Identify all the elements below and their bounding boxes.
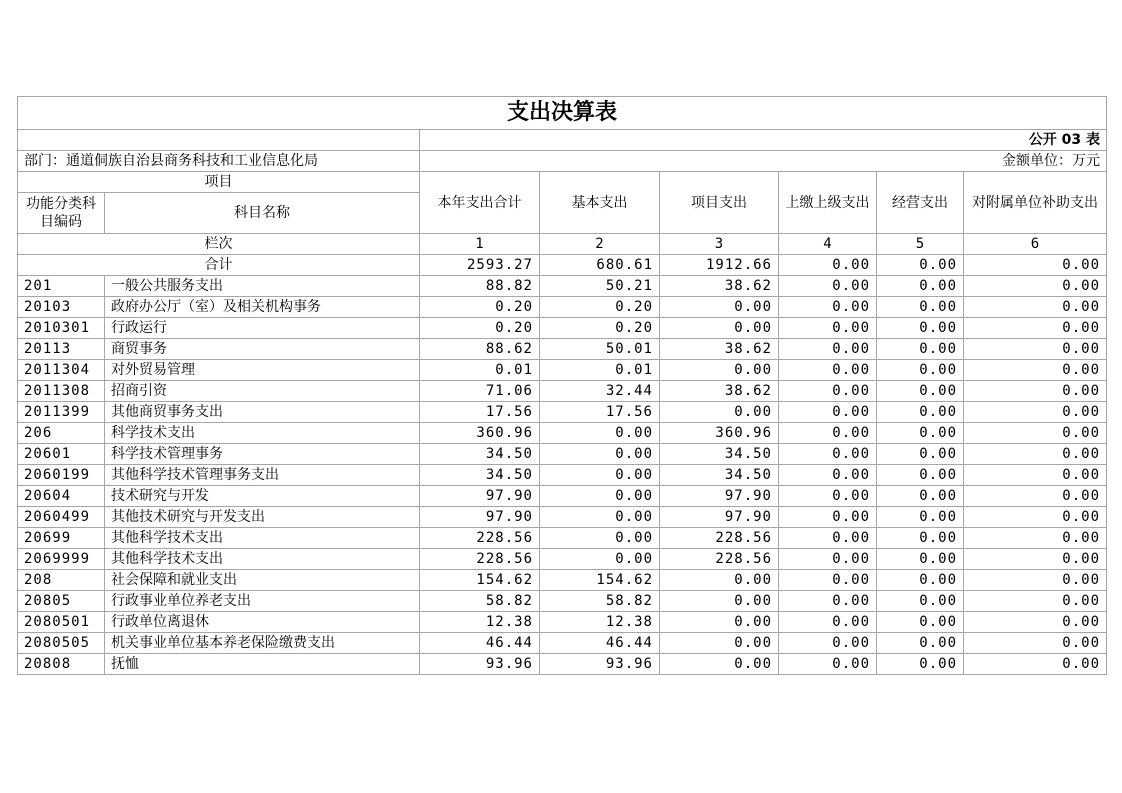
amount-cell: 0.00	[779, 570, 877, 591]
total-value: 0.00	[779, 255, 877, 276]
amount-cell: 228.56	[420, 549, 540, 570]
amount-cell: 0.01	[420, 360, 540, 381]
amount-cell: 32.44	[540, 381, 660, 402]
subject-name: 其他商贸事务支出	[105, 402, 420, 423]
amount-cell: 360.96	[420, 423, 540, 444]
amount-cell: 50.01	[540, 339, 660, 360]
subject-code: 20601	[18, 444, 105, 465]
subject-name: 政府办公厅（室）及相关机构事务	[105, 297, 420, 318]
table-row	[18, 654, 1107, 675]
subject-name: 行政单位离退休	[105, 612, 420, 633]
amount-cell: 93.96	[420, 654, 540, 675]
table-row	[18, 507, 1107, 528]
amount-cell: 0.00	[540, 507, 660, 528]
amount-cell: 0.00	[964, 570, 1107, 591]
amount-cell: 34.50	[420, 444, 540, 465]
amount-cell: 0.00	[964, 318, 1107, 339]
subject-code: 2060499	[18, 507, 105, 528]
subject-name: 行政运行	[105, 318, 420, 339]
amount-cell: 0.00	[964, 591, 1107, 612]
subject-code: 20113	[18, 339, 105, 360]
total-row	[18, 255, 1107, 276]
subject-code: 2011308	[18, 381, 105, 402]
table-row	[18, 549, 1107, 570]
amount-cell: 0.00	[877, 297, 964, 318]
amount-cell: 0.00	[964, 360, 1107, 381]
amount-cell: 0.00	[877, 381, 964, 402]
subject-name: 对外贸易管理	[105, 360, 420, 381]
amount-cell: 58.82	[420, 591, 540, 612]
subject-name: 抚恤	[105, 654, 420, 675]
amount-cell: 0.00	[660, 612, 779, 633]
subject-name: 科学技术支出	[105, 423, 420, 444]
row-label: 栏次	[18, 234, 420, 255]
amount-cell: 0.00	[779, 549, 877, 570]
amount-cell: 0.00	[779, 423, 877, 444]
header-row-1	[18, 172, 1107, 193]
amount-cell: 228.56	[420, 528, 540, 549]
amount-cell: 228.56	[660, 549, 779, 570]
table-row	[18, 381, 1107, 402]
amount-cell: 0.00	[964, 654, 1107, 675]
subject-code: 2010301	[18, 318, 105, 339]
amount-cell: 0.20	[420, 297, 540, 318]
table-row	[18, 423, 1107, 444]
department-label: 部门：通道侗族自治县商务科技和工业信息化局	[18, 151, 420, 172]
subject-name: 其他科学技术支出	[105, 549, 420, 570]
amount-cell: 0.00	[660, 297, 779, 318]
amount-cell: 0.00	[779, 381, 877, 402]
table-row	[18, 276, 1107, 297]
amount-cell: 88.82	[420, 276, 540, 297]
amount-cell: 0.00	[877, 549, 964, 570]
blank-cell	[18, 130, 420, 151]
amount-cell: 0.00	[540, 549, 660, 570]
amount-cell: 0.00	[964, 633, 1107, 654]
subject-name: 行政事业单位养老支出	[105, 591, 420, 612]
amount-cell: 0.00	[779, 633, 877, 654]
amount-cell: 0.00	[964, 465, 1107, 486]
table-row	[18, 465, 1107, 486]
amount-cell: 0.00	[964, 612, 1107, 633]
subject-code: 208	[18, 570, 105, 591]
amount-cell: 0.00	[964, 444, 1107, 465]
amount-cell: 0.00	[779, 591, 877, 612]
amount-cell: 0.00	[660, 570, 779, 591]
subject-code: 2011304	[18, 360, 105, 381]
subject-code: 20805	[18, 591, 105, 612]
amount-cell: 0.00	[877, 465, 964, 486]
subject-code: 2080501	[18, 612, 105, 633]
amount-cell: 0.00	[779, 528, 877, 549]
amount-cell: 0.00	[964, 486, 1107, 507]
amount-cell: 0.00	[779, 360, 877, 381]
name-header: 科目名称	[105, 193, 420, 234]
title-row	[18, 97, 1107, 130]
table-row	[18, 444, 1107, 465]
column-header-subsidy: 对附属单位补助支出	[964, 172, 1107, 234]
amount-cell: 0.00	[877, 591, 964, 612]
amount-cell: 34.50	[660, 444, 779, 465]
amount-cell: 0.00	[779, 507, 877, 528]
amount-cell: 0.00	[877, 570, 964, 591]
amount-cell: 0.00	[877, 486, 964, 507]
amount-cell: 0.00	[877, 339, 964, 360]
amount-cell: 0.00	[877, 360, 964, 381]
amount-cell: 12.38	[420, 612, 540, 633]
amount-cell: 0.00	[779, 339, 877, 360]
amount-cell: 0.00	[660, 591, 779, 612]
amount-cell: 0.00	[540, 444, 660, 465]
column-number: 5	[877, 234, 964, 255]
column-number: 4	[779, 234, 877, 255]
amount-cell: 0.00	[779, 612, 877, 633]
amount-cell: 0.00	[964, 528, 1107, 549]
table-row	[18, 339, 1107, 360]
amount-cell: 0.00	[779, 297, 877, 318]
amount-cell: 228.56	[660, 528, 779, 549]
amount-cell: 12.38	[540, 612, 660, 633]
total-value: 2593.27	[420, 255, 540, 276]
amount-cell: 0.00	[964, 381, 1107, 402]
column-header-remit-superior: 上缴上级支出	[779, 172, 877, 234]
subject-name: 科学技术管理事务	[105, 444, 420, 465]
amount-cell: 34.50	[660, 465, 779, 486]
amount-cell: 0.00	[660, 633, 779, 654]
total-value: 0.00	[964, 255, 1107, 276]
amount-cell: 0.00	[540, 465, 660, 486]
amount-cell: 58.82	[540, 591, 660, 612]
amount-cell: 0.00	[964, 423, 1107, 444]
total-value: 680.61	[540, 255, 660, 276]
column-header-project: 项目支出	[660, 172, 779, 234]
subject-name: 商贸事务	[105, 339, 420, 360]
table-row	[18, 570, 1107, 591]
amount-cell: 88.62	[420, 339, 540, 360]
amount-cell: 97.90	[660, 486, 779, 507]
expenditure-table	[17, 96, 1107, 675]
table-row	[18, 402, 1107, 423]
amount-cell: 38.62	[660, 381, 779, 402]
subject-name: 机关事业单位基本养老保险缴费支出	[105, 633, 420, 654]
column-number-row	[18, 234, 1107, 255]
amount-cell: 38.62	[660, 276, 779, 297]
amount-cell: 0.00	[779, 276, 877, 297]
amount-cell: 0.00	[660, 318, 779, 339]
column-header-total: 本年支出合计	[420, 172, 540, 234]
amount-cell: 0.00	[877, 444, 964, 465]
amount-unit: 金额单位：万元	[420, 151, 1107, 172]
amount-cell: 0.00	[779, 486, 877, 507]
amount-cell: 17.56	[540, 402, 660, 423]
amount-cell: 0.00	[779, 654, 877, 675]
amount-cell: 0.00	[660, 654, 779, 675]
amount-cell: 0.00	[779, 444, 877, 465]
amount-cell: 0.00	[660, 360, 779, 381]
amount-cell: 0.00	[964, 297, 1107, 318]
subject-name: 技术研究与开发	[105, 486, 420, 507]
column-number: 2	[540, 234, 660, 255]
amount-cell: 0.00	[964, 549, 1107, 570]
amount-cell: 46.44	[540, 633, 660, 654]
table-row	[18, 318, 1107, 339]
amount-cell: 0.20	[540, 297, 660, 318]
subject-code: 20808	[18, 654, 105, 675]
amount-cell: 0.00	[877, 402, 964, 423]
table-row	[18, 360, 1107, 381]
subject-code: 20699	[18, 528, 105, 549]
amount-cell: 34.50	[420, 465, 540, 486]
column-header-operating: 经营支出	[877, 172, 964, 234]
table-row	[18, 591, 1107, 612]
column-number: 1	[420, 234, 540, 255]
column-header-basic: 基本支出	[540, 172, 660, 234]
form-number-row	[18, 130, 1107, 151]
item-group-header: 项目	[18, 172, 420, 193]
total-label: 合计	[18, 255, 420, 276]
table-row	[18, 633, 1107, 654]
subject-code: 2060199	[18, 465, 105, 486]
amount-cell: 0.00	[779, 465, 877, 486]
amount-cell: 0.00	[877, 318, 964, 339]
amount-cell: 97.90	[420, 507, 540, 528]
table-row	[18, 486, 1107, 507]
subject-code: 2011399	[18, 402, 105, 423]
total-value: 1912.66	[660, 255, 779, 276]
subject-name: 社会保障和就业支出	[105, 570, 420, 591]
column-number: 3	[660, 234, 779, 255]
amount-cell: 93.96	[540, 654, 660, 675]
amount-cell: 0.01	[540, 360, 660, 381]
amount-cell: 46.44	[420, 633, 540, 654]
amount-cell: 0.00	[540, 423, 660, 444]
amount-cell: 0.00	[779, 318, 877, 339]
amount-cell: 38.62	[660, 339, 779, 360]
amount-cell: 0.00	[877, 507, 964, 528]
total-value: 0.00	[877, 255, 964, 276]
amount-cell: 17.56	[420, 402, 540, 423]
amount-cell: 0.00	[877, 633, 964, 654]
subject-code: 20103	[18, 297, 105, 318]
amount-cell: 0.00	[877, 276, 964, 297]
amount-cell: 0.00	[964, 402, 1107, 423]
subject-code: 201	[18, 276, 105, 297]
amount-cell: 0.00	[877, 654, 964, 675]
table-row	[18, 528, 1107, 549]
amount-cell: 97.90	[420, 486, 540, 507]
amount-cell: 0.00	[877, 612, 964, 633]
amount-cell: 0.00	[964, 339, 1107, 360]
amount-cell: 0.00	[779, 402, 877, 423]
amount-cell: 50.21	[540, 276, 660, 297]
table-row	[18, 297, 1107, 318]
subject-code: 2069999	[18, 549, 105, 570]
subject-name: 其他科学技术支出	[105, 528, 420, 549]
amount-cell: 154.62	[540, 570, 660, 591]
amount-cell: 0.00	[540, 486, 660, 507]
amount-cell: 154.62	[420, 570, 540, 591]
amount-cell: 0.00	[877, 423, 964, 444]
amount-cell: 0.00	[540, 528, 660, 549]
subject-name: 一般公共服务支出	[105, 276, 420, 297]
form-number: 公开 03 表	[420, 130, 1107, 151]
subject-name: 招商引资	[105, 381, 420, 402]
amount-cell: 0.20	[540, 318, 660, 339]
table-row	[18, 612, 1107, 633]
column-number: 6	[964, 234, 1107, 255]
amount-cell: 0.00	[877, 528, 964, 549]
amount-cell: 0.00	[660, 402, 779, 423]
amount-cell: 97.90	[660, 507, 779, 528]
page-title: 支出决算表	[18, 97, 1107, 130]
subject-code: 20604	[18, 486, 105, 507]
amount-cell: 71.06	[420, 381, 540, 402]
subject-code: 2080505	[18, 633, 105, 654]
amount-cell: 0.00	[964, 276, 1107, 297]
amount-cell: 360.96	[660, 423, 779, 444]
department-row	[18, 151, 1107, 172]
subject-name: 其他科学技术管理事务支出	[105, 465, 420, 486]
amount-cell: 0.20	[420, 318, 540, 339]
code-header: 功能分类科目编码	[18, 193, 105, 234]
subject-name: 其他技术研究与开发支出	[105, 507, 420, 528]
amount-cell: 0.00	[964, 507, 1107, 528]
subject-code: 206	[18, 423, 105, 444]
